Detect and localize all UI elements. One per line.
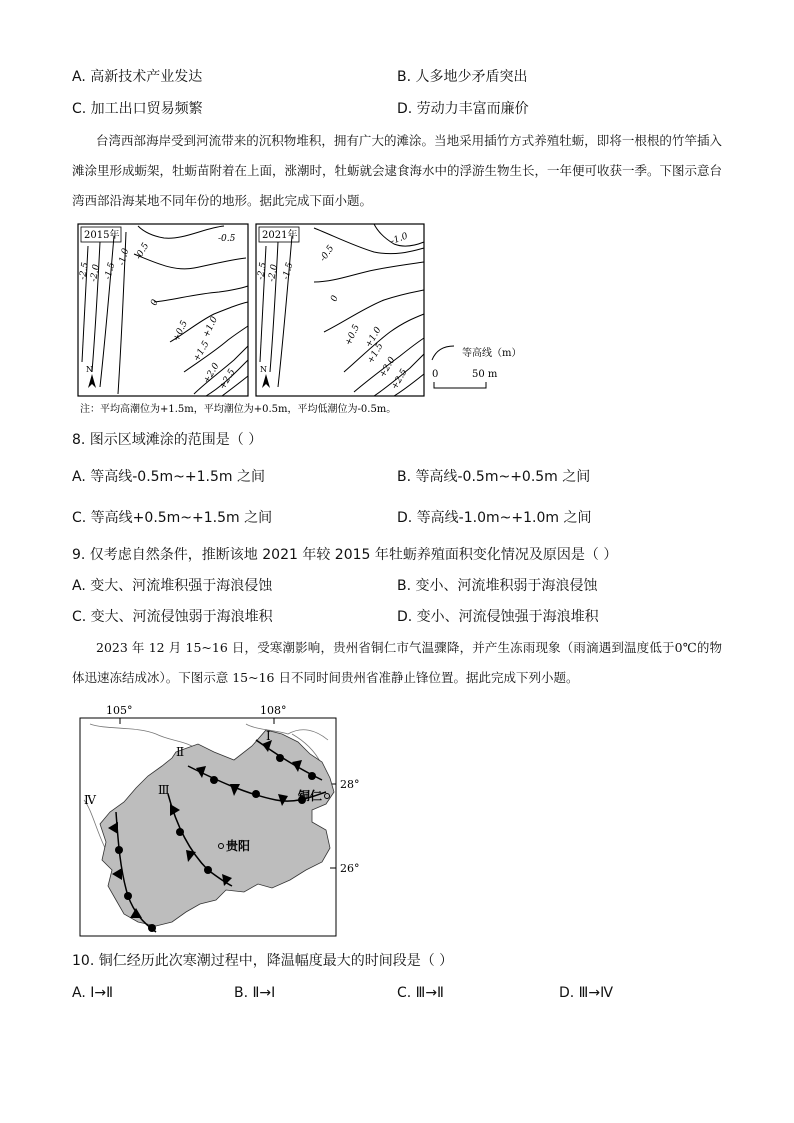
q10-option-d: D. Ⅲ→Ⅳ: [559, 985, 613, 1001]
q10-option-a: A. Ⅰ→Ⅱ: [72, 985, 113, 1001]
front-label-ii: Ⅱ: [176, 745, 185, 759]
label: +1.5: [191, 339, 212, 364]
figure-contour-maps: [74, 222, 554, 422]
figure-guizhou-front-map: [76, 700, 386, 940]
q9-option-b: B. 变小、河流堆积弱于海浪侵蚀: [397, 578, 598, 594]
q9-option-a: A. 变大、河流堆积强于海浪侵蚀: [72, 578, 273, 594]
svg-text:N: N: [260, 365, 267, 374]
label: +0.5: [343, 323, 362, 348]
latitude-26: 26°: [340, 862, 360, 875]
label: -0.5: [318, 243, 337, 264]
passage-oyster-text: 台湾西部海岸受到河流带来的沉积物堆积，拥有广大的滩涂。当地采用插竹方式养殖牡蛎，即将一根根的竹竿插入滩涂里形成蛎架，牡蛎苗附着在上面，涨潮时，牡蛎就会逮食海水中的浮游生物生长，一年便可收获一季。下图示意台湾西部沿海某地不同年份的地形。据此完成下面小题。: [72, 133, 723, 208]
front-label-i: Ⅰ: [266, 729, 271, 743]
label: +1.0: [363, 325, 384, 350]
label: -2.0: [267, 263, 280, 283]
panel-2021-title: 2021年: [262, 230, 298, 241]
label: -1.0: [117, 247, 132, 267]
label: -2.5: [256, 261, 269, 281]
contour-legend: [432, 346, 521, 388]
label: -2.5: [78, 261, 91, 281]
label: +1.0: [201, 315, 220, 340]
label: 0: [329, 294, 341, 304]
q8-option-d: D. 等高线-1.0m~+1.0m 之间: [397, 510, 592, 526]
label: +0.5: [171, 319, 190, 344]
longitude-108: 108°: [260, 704, 287, 717]
label: -0.5: [218, 234, 236, 244]
label: -1.0: [389, 231, 410, 247]
q8-option-a: A. 等高线-0.5m~+1.5m 之间: [72, 469, 265, 485]
contour-panel-2021: [256, 224, 424, 396]
panel-2015-title: 2015年: [84, 230, 120, 241]
scale-zero: 0: [432, 369, 439, 380]
q9-option-c: C. 变大、河流侵蚀弱于海浪堆积: [72, 609, 273, 625]
passage-cold-wave: [72, 633, 722, 693]
passage-oyster: [72, 126, 722, 216]
figure-note: 注：平均高潮位为+1.5m，平均潮位为+0.5m，平均低潮位为-0.5m。: [80, 404, 397, 415]
q7-option-b: B. 人多地少矛盾突出: [397, 69, 528, 85]
front-label-iv: Ⅳ: [84, 793, 96, 807]
q9-stem: 9. 仅考虑自然条件，推断该地 2021 年较 2015 年牡蛎养殖面积变化情况及原因是（ ）: [72, 547, 618, 563]
label: +2.0: [201, 361, 222, 386]
q7-option-c: C. 加工出口贸易频繁: [72, 101, 203, 117]
longitude-105: 105°: [106, 704, 133, 717]
label: +1.5: [365, 341, 386, 366]
q10-stem: 10. 铜仁经历此次寒潮过程中，降温幅度最大的时间段是（ ）: [72, 953, 454, 969]
q7-option-d: D. 劳动力丰富而廉价: [397, 101, 529, 117]
q8-stem: 8. 图示区域滩涂的范围是（ ）: [72, 432, 263, 448]
label: +2.5: [389, 367, 410, 392]
label: +2.5: [217, 367, 238, 392]
q10-option-c: C. Ⅲ→Ⅱ: [397, 985, 444, 1001]
svg-text:贵阳: 贵阳: [226, 839, 251, 853]
front-label-iii: Ⅲ: [158, 783, 170, 797]
label: -0.5: [133, 241, 152, 262]
scale-value: 50 m: [472, 369, 498, 380]
label: -1.5: [281, 261, 296, 281]
q7-option-a: A. 高新技术产业发达: [72, 69, 203, 85]
label: -2.0: [89, 263, 102, 283]
legend-label: 等高线（m）: [462, 348, 522, 359]
latitude-28: 28°: [340, 778, 360, 791]
contour-panel-2015: [78, 224, 248, 396]
q9-option-d: D. 变小、河流侵蚀强于海浪堆积: [397, 609, 599, 625]
label: +2.0: [377, 355, 398, 380]
svg-text:N: N: [86, 365, 93, 374]
svg-text:铜仁: 铜仁: [298, 789, 323, 803]
q10-option-b: B. Ⅱ→Ⅰ: [234, 985, 276, 1001]
q8-option-b: B. 等高线-0.5m~+0.5m 之间: [397, 469, 591, 485]
passage-cold-wave-text: 2023 年 12 月 15~16 日，受寒潮影响，贵州省铜仁市气温骤降，并产生冻雨现象（雨滴遇到温度低于0℃的物体迅速冻结成冰）。下图示意 15~16 日不同时间贵州省准静止锋位置。据此完成下列小题。: [72, 640, 722, 685]
q8-option-c: C. 等高线+0.5m~+1.5m 之间: [72, 510, 273, 526]
label: -1.5: [103, 261, 118, 281]
label: 0: [149, 298, 161, 308]
